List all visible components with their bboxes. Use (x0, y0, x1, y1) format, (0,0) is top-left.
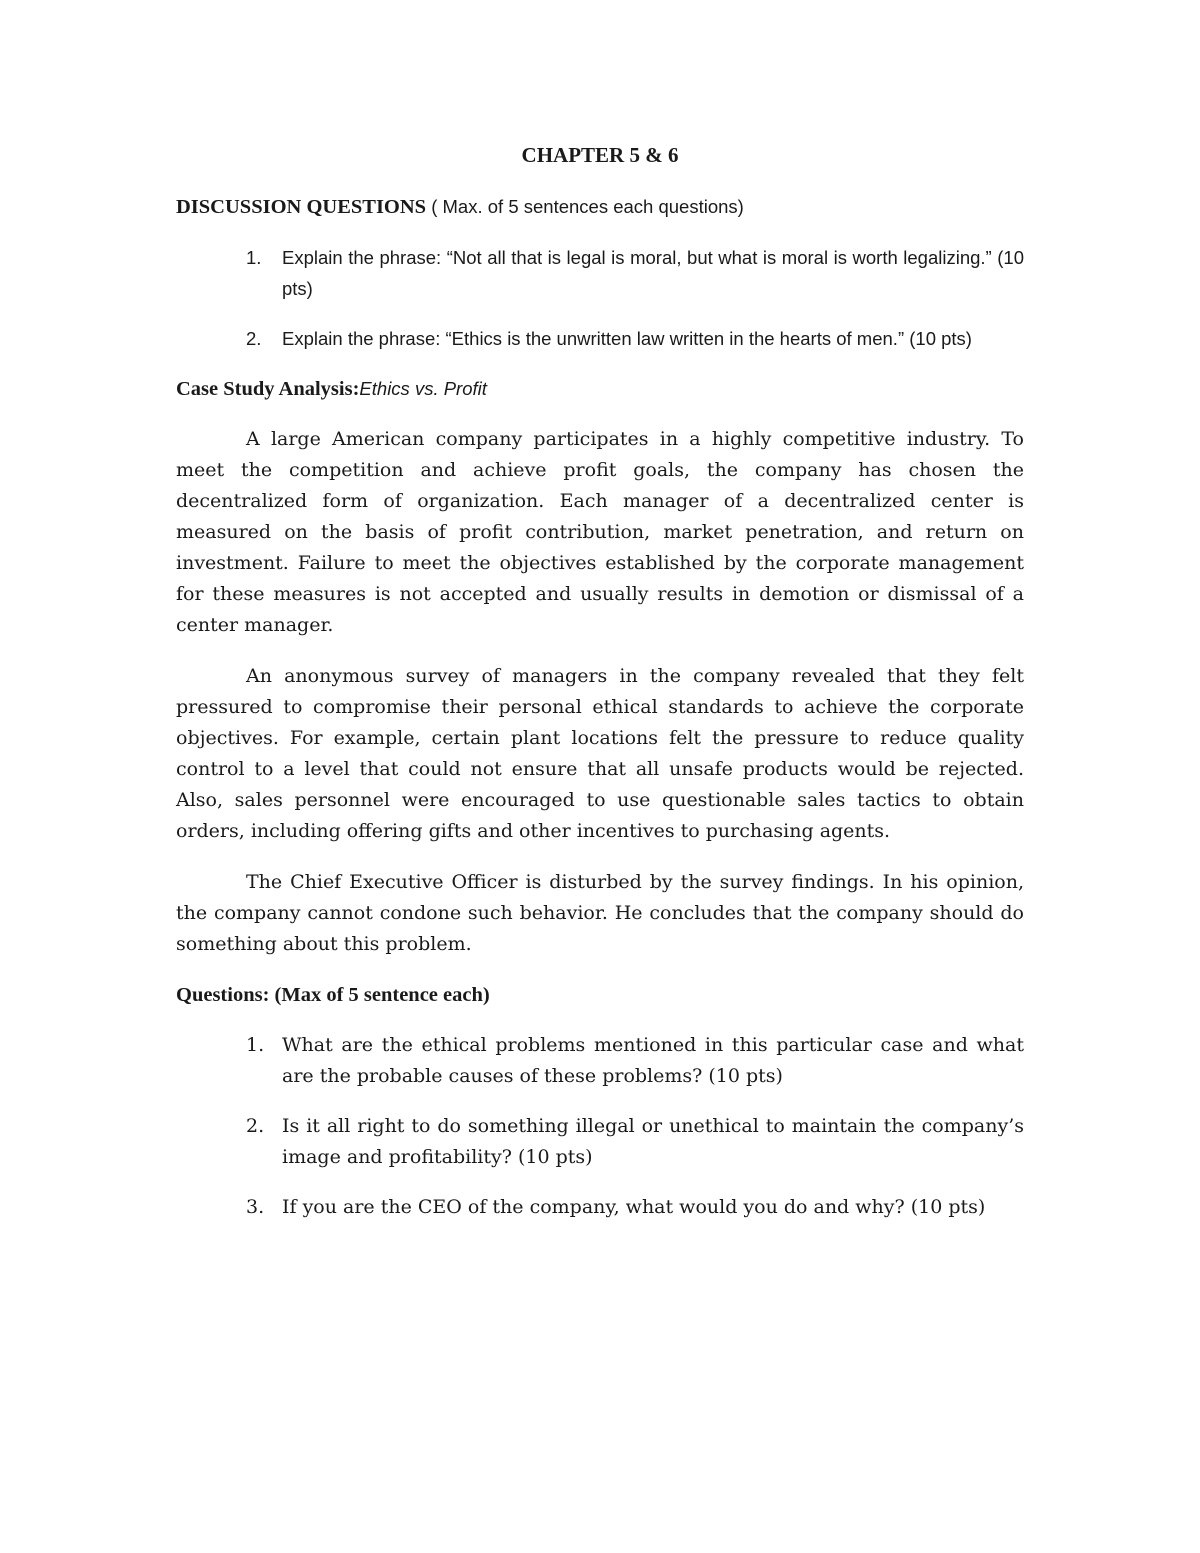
case-study-subtitle: Ethics vs. Profit (359, 378, 487, 399)
case-study-heading: Case Study Analysis: (176, 378, 360, 400)
question-text: Explain the phrase: “Not all that is legal is moral, but what is moral is worth legalizing.” (10 pts) (282, 247, 1024, 299)
question-text: Is it all right to do something illegal or unethical to maintain the company’s image and profitability? (10 pts) (282, 1115, 1024, 1168)
questions-heading: Questions: (Max of 5 sentence each) (176, 984, 490, 1006)
document-page (176, 140, 1024, 1242)
question-text: What are the ethical problems mentioned in this particular case and what are the probable causes of these problems? (10 pts) (282, 1034, 1024, 1087)
case-question (176, 1030, 1024, 1092)
case-question-list (176, 1030, 1024, 1223)
case-paragraph: A large American company participates in a highly competitive industry. To meet the competition and achieve profit goals, the company has chosen the decentralized form of organization. Each manager of a decentralized center is measured on the basis of profit contribution, market penetration, and return on investment. Failure to meet the objectives established by the corporate management for these measures is not accepted and usually results in demotion or dismissal of a center manager. (176, 428, 1024, 636)
discussion-question-list (176, 242, 1024, 354)
discussion-question (176, 323, 1024, 354)
case-question (176, 1192, 1024, 1223)
question-text: Explain the phrase: “Ethics is the unwritten law written in the hearts of men.” (10 pts) (282, 328, 972, 349)
chapter-title: CHAPTER 5 & 6 (521, 143, 679, 167)
case-question (176, 1111, 1024, 1173)
question-number: 2. (246, 1115, 265, 1137)
question-number: 1. (246, 247, 262, 268)
question-number: 1. (246, 1034, 265, 1056)
question-number: 3. (246, 1196, 265, 1218)
question-number: 2. (246, 328, 262, 349)
discussion-heading-line (176, 191, 1024, 223)
discussion-note: ( Max. of 5 sentences each questions) (426, 196, 744, 217)
discussion-heading: DISCUSSION QUESTIONS (176, 196, 427, 218)
case-paragraph: The Chief Executive Officer is disturbed by the survey findings. In his opinion, the company cannot condone such behavior. He concludes that the company should do something about this problem. (176, 871, 1024, 955)
case-paragraph: An anonymous survey of managers in the company revealed that they felt pressured to compromise their personal ethical standards to achieve the corporate objectives. For example, certain plant locations felt the pressure to reduce quality control to a level that could not ensure that all unsafe products would be rejected. Also, sales personnel were encouraged to use questionable sales tactics to obtain orders, including offering gifts and other incentives to purchasing agents. (176, 665, 1024, 842)
discussion-question (176, 242, 1024, 304)
question-text: If you are the CEO of the company, what would you do and why? (10 pts) (282, 1196, 986, 1218)
questions-heading-line (176, 980, 1024, 1011)
case-study-heading-line (176, 373, 1024, 405)
